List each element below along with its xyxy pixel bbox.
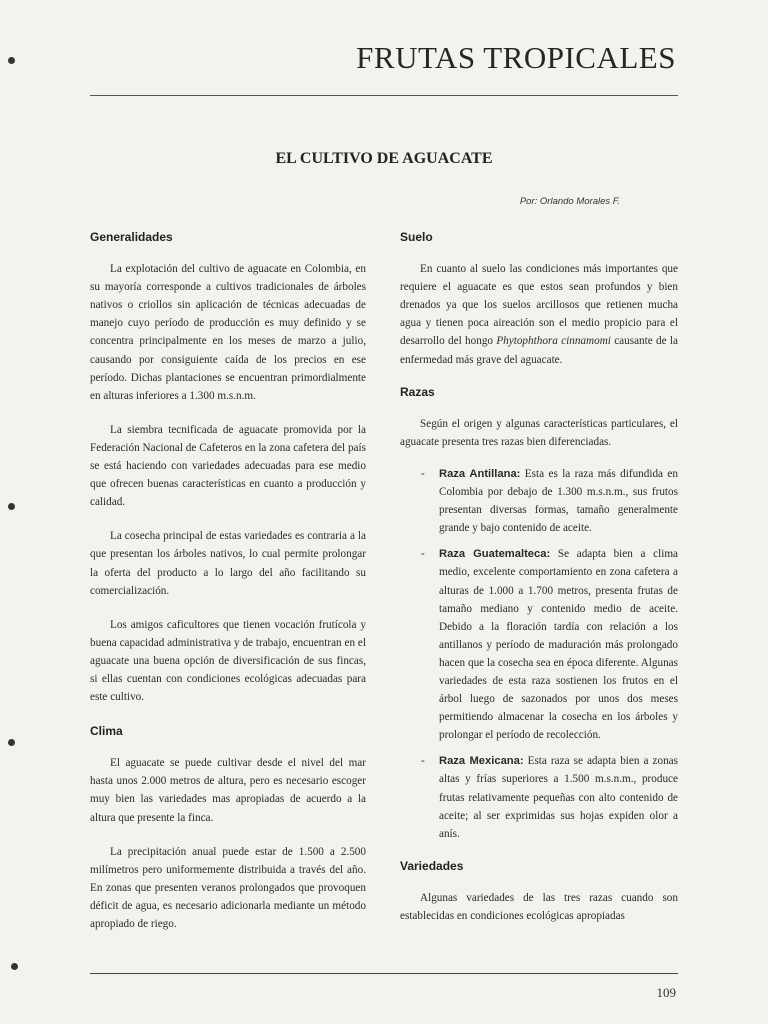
page-title: FRUTAS TROPICALES — [356, 40, 676, 75]
list-dash: - — [421, 467, 425, 480]
heading-razas: Razas — [400, 384, 435, 399]
paragraph: Algunas variedades de las tres razas cuando son establecidas en condiciones ecológicas apropiadas — [400, 891, 678, 922]
paragraph-suelo — [400, 260, 678, 369]
list-item — [400, 752, 678, 842]
raza-name: Raza Guatemalteca: — [439, 548, 551, 561]
raza-text: Esta es la raza más difundida en Colombia por debajo de 1.300 m.s.n.m., sus frutos presentan diversas formas, tamaño generalmente grande y bajo contenido de aceite. — [439, 467, 678, 535]
binder-hole-mark — [8, 57, 15, 64]
binder-hole-mark — [8, 739, 15, 746]
list-item — [400, 545, 678, 744]
footer-rule — [90, 973, 678, 974]
binder-hole-mark — [11, 963, 18, 970]
razas-list — [400, 465, 678, 843]
raza-name: Raza Antillana: — [439, 467, 521, 480]
suelo-text-b: causante de la enfermedad más grave del aguacate. — [400, 335, 678, 366]
header-rule — [90, 95, 678, 96]
list-dash: - — [421, 755, 425, 768]
raza-name: Raza Mexicana: — [439, 755, 524, 768]
binder-hole-mark — [8, 503, 15, 510]
author-byline: Por: Orlando Morales F. — [519, 196, 620, 207]
heading-variedades: Variedades — [400, 858, 464, 873]
paragraph: La siembra tecnificada de aguacate promovida por la Federación Nacional de Cafeteros en la zona cafetera del país se está haciendo con variedades adecuadas para ese medio que ofrecen buenas características en cuanto a producción y calidad. — [90, 423, 366, 509]
paragraph: Los amigos caficultores que tienen vocación frutícola y buena capacidad administrativa y de trabajo, encuentran en el aguacate una buena opción de diversificación de sus fincas, si ellas cuentan con condiciones ecológicas adecuadas para este cultivo. — [90, 618, 366, 704]
heading-generalidades: Generalidades — [90, 230, 173, 244]
paragraph: La cosecha principal de estas variedades es contraria a la que presentan los árboles nativos, lo cual permite prolongar la oferta del producto a lo largo del año facilitando su comercialización. — [90, 530, 366, 597]
list-item — [400, 465, 678, 537]
left-column — [90, 228, 366, 949]
raza-text: Esta raza se adapta bien a zonas altas y frías superiores a 1.500 m.s.n.m., produce frutas relativamente pequeñas con alto contenido de aceite; al ser exprimidas sus hojas expiden olor a anís. — [439, 755, 678, 840]
paragraph: La explotación del cultivo de aguacate en Colombia, en su mayoría corresponde a cultivos tradicionales de árboles nativos o criollos sin aplicación de técnicas adecuadas de manejo cuyo período de producción es muy definido y se concentra principalmente en los meses de marzo a julio, causando por consiguiente caída de los precios en ese período. Dichas plantaciones se encuentran primordialmente en alturas inferiores a 1.300 m.s.n.m. — [90, 263, 366, 402]
raza-text: Se adapta bien a clima medio, excelente comportamiento en zona cafetera a alturas de 1.000 a 1.700 metros, presenta frutas de tamaño mediano y contenido medio de aceite. Debido a la floración tardía con relación a los antillanos y período de maduración más prolongado hacen que la cosecha sea en época diferente. Algunas variedades de esta raza sostienen los frutos en el árbol luego de sazonados por unos dos meses permitiendo almacenar la cosecha en los árboles y prolongar el período de recolección. — [439, 548, 678, 742]
paragraph: El aguacate se puede cultivar desde el nivel del mar hasta unos 2.000 metros de altura, pero es necesario escoger muy bien las variedades mas apropiadas de acuerdo a la altura que presente la finca. — [90, 757, 366, 824]
suelo-text-a: En cuanto al suelo las condiciones más importantes que requiere el aguacate es que estos sean profundos y bien drenados ya que los suelos arcillosos que retienen mucha agua y tienen poca aireación son el medio propicio para el desarrollo del hongo — [400, 263, 678, 348]
paragraph: La precipitación anual puede estar de 1.500 a 2.500 milímetros pero uniformemente distribuida a través del año. En zonas que presenten veranos prolongados que provoquen déficit de agua, es necesario adicionarla mediante un método apropiado de riego. — [90, 845, 366, 930]
species-name: Phytophthora cinnamomi — [496, 335, 611, 348]
article-title: EL CULTIVO DE AGUACATE — [275, 150, 493, 167]
right-column — [400, 228, 678, 939]
heading-clima: Clima — [90, 724, 123, 739]
list-dash: - — [421, 548, 425, 561]
paragraph: Según el origen y algunas características particulares, el aguacate presenta tres razas bien diferenciadas. — [400, 417, 678, 448]
page-number: 109 — [656, 985, 676, 1000]
heading-suelo: Suelo — [400, 230, 433, 244]
